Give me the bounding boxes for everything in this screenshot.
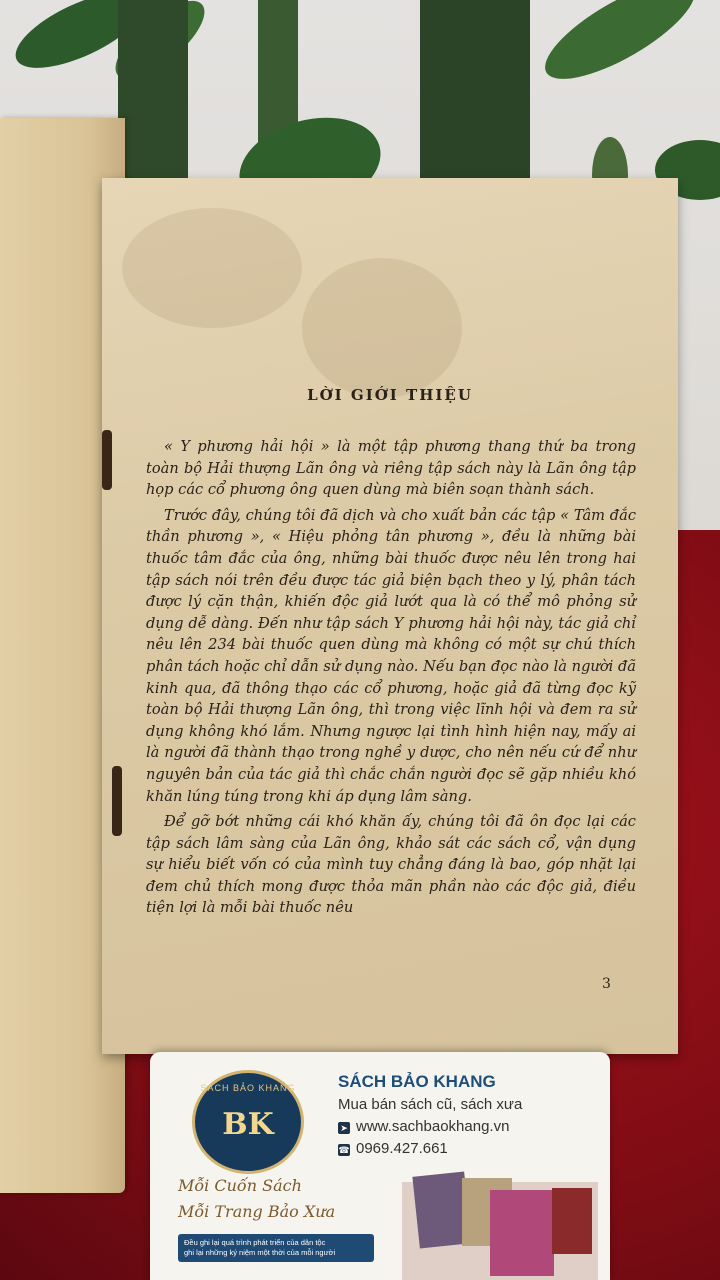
phone-text: 0969.427.661 [356, 1140, 448, 1157]
slogan-line-2: Mỗi Trang Bảo Xưa [178, 1202, 336, 1221]
paragraph: Trước đây, chúng tôi đã dịch và cho xuất bản các tập « Tâm đắc thần phương », « Hiệu phỏng tân phương », đều là những bài thuốc tâm đắc của ông, những bài thuốc được nêu lên trong hai tập sách nói trên đều được tác giả biện bạch theo y lý, phân tách được lý cặn thận, khiến độc giả lướt qua là có thể mô phỏng sử dụng dễ dàng. Đến như tập sách Y phương hải hội này, tác giả chỉ nêu lên 234 bài thuốc quen dùng mà không có một sự chú thích phân tách hoặc chỉ dẫn sử dụng nào. Nếu bạn đọc nào là người đã kinh qua, đã thông thạo các cổ phương, hoặc giả đã từng đọc kỹ toàn bộ Hải thượng Lãn ông, thì trong việc lĩnh hội và đem ra sử dụng không khó lắm. Nhưng ngược lại tình hình hiện nay, mấy ai là người đã thành thạo trong nghề y dược, cho nên nếu cứ để như nguyên bản của tác giả thì chắc chắn người đọc sẽ gặp nhiều khó khăn lúng túng trong khi áp dụng lâm sàng. [146, 506, 636, 805]
paragraph: « Y phương hải hội » là một tập phương thang thứ ba trong toàn bộ Hải thượng Lãn ông và riêng tập sách này là Lãn ông tập họp các cổ phương ông quen dùng mà biên soạn thành sách. [146, 438, 636, 499]
slogan-banner [178, 1234, 374, 1262]
brand-logo [192, 1070, 304, 1174]
brand-name: SÁCH BẢO KHANG [338, 1072, 496, 1091]
banner-line-2: ghi lại những ký niệm một thời của mỗi người [184, 1248, 336, 1257]
banner-line-1: Đều ghi lại quá trình phát triển của dân tộc [184, 1238, 326, 1247]
cursor-icon: ➤ [338, 1122, 350, 1134]
website-line [338, 1118, 509, 1135]
binding-hole [112, 766, 122, 836]
business-card [150, 1052, 610, 1280]
phone-icon: ☎ [338, 1145, 350, 1155]
slogan-line-1: Mỗi Cuốn Sách [178, 1176, 302, 1195]
book-page [102, 178, 678, 1054]
books-illustration [402, 1168, 598, 1280]
brand-tagline: Mua bán sách cũ, sách xưa [338, 1096, 523, 1113]
page-number: 3 [602, 976, 611, 992]
logo-text: SÁCH BẢO KHANG [200, 1083, 296, 1093]
page-title: LỜI GIỚI THIỆU [307, 386, 473, 404]
website-text: www.sachbaokhang.vn [356, 1118, 510, 1135]
logo-monogram: BK [222, 1107, 274, 1142]
paragraph: Để gỡ bớt những cái khó khăn ấy, chúng tôi đã ôn đọc lại các tập sách lâm sàng của Lãn ông, khảo sát các sách cổ, vận dụng sự hiểu biết vốn có của mình tuy chẳng đáng là bao, góp nhặt lại đem chủ thích mong được thỏa mãn phần nào các độc giả, điều tiện lợi là mỗi bài thuốc nêu [146, 813, 636, 917]
phone-line [338, 1140, 448, 1157]
page-body-text [146, 436, 636, 923]
binding-hole [102, 430, 112, 490]
paper-stain [122, 208, 302, 328]
paper-stain [302, 258, 462, 398]
